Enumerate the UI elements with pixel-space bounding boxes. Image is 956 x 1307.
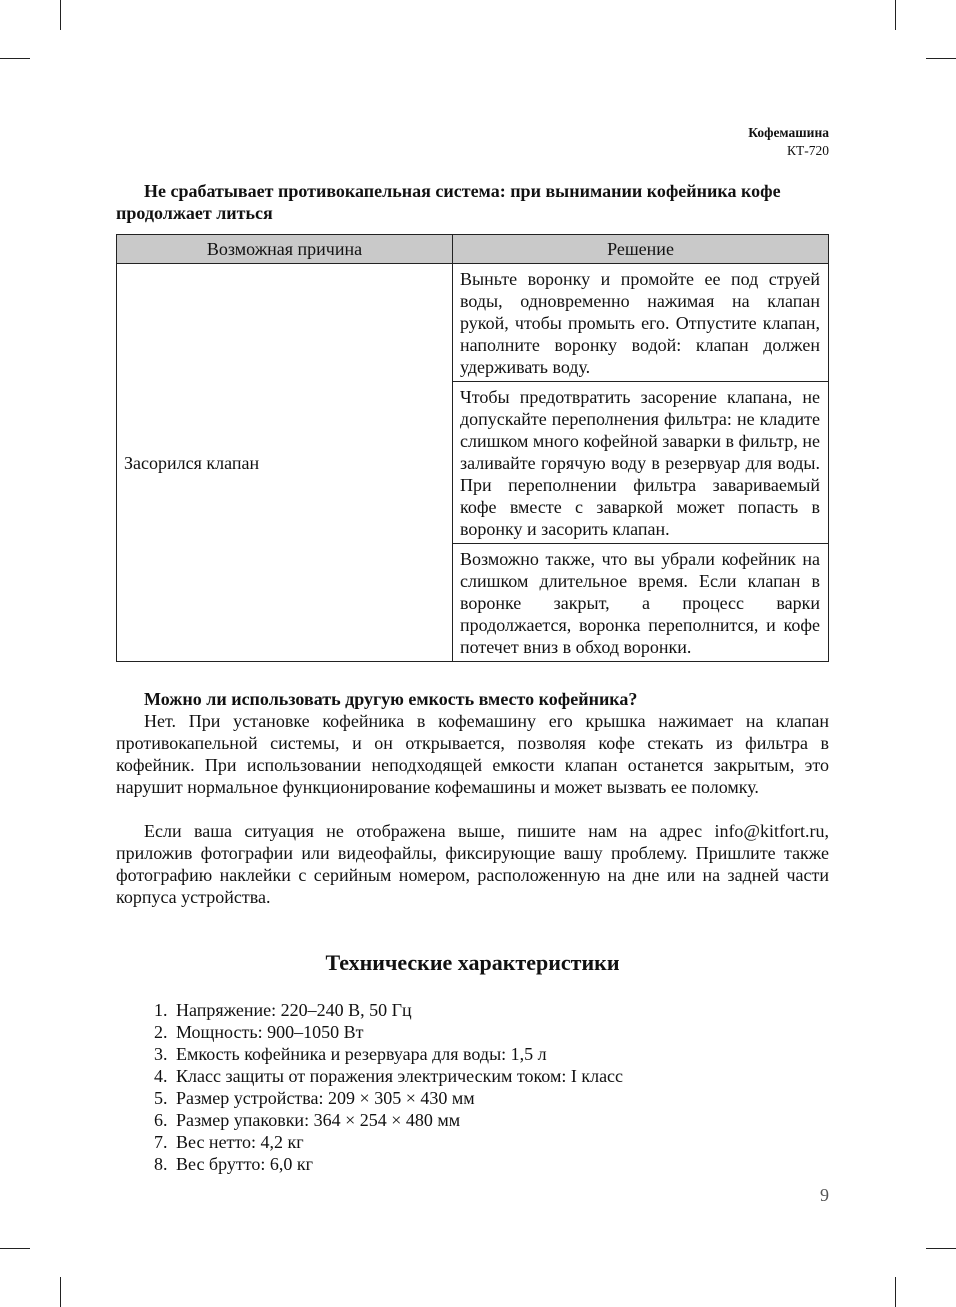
header-solution: Решение [453, 235, 829, 264]
table-header-row [117, 235, 829, 264]
faq-question: Можно ли использовать другую емкость вместо кофейника? [144, 689, 638, 709]
list-item: 8. Вес брутто: 6,0 кг [172, 1153, 829, 1175]
crop-mark [60, 1277, 61, 1307]
list-item: 2. Мощность: 900–1050 Вт [172, 1021, 829, 1043]
solution-cell: Выньте воронку и промойте ее под струей воды, одновременно нажимая на клапан рукой, чтобы промыть его. Отпустите клапан, наполните воронку водой: клапан должен удерживать воду. [453, 264, 829, 382]
solution-cell: Чтобы предотвратить засорение клапана, не допускайте переполнения фильтра: не кладите слишком много кофейной заварки в фильтр, не заливайте горячую воду в резервуар для воды. При переполнении фильтра завариваемый кофе вместе с заваркой может попасть в воронку и засорить клапан. [453, 382, 829, 544]
running-header [748, 124, 829, 160]
specs-title: Технические характеристики [325, 950, 620, 975]
page-number: 9 [820, 1185, 829, 1205]
contact-paragraph: Если ваша ситуация не отображена выше, пишите нам на адрес info@kitfort.ru, приложив фотографии или видеофайлы, фиксирующие вашу проблему. Пришлите также фотографию наклейки с серийным номером, расположенную на дне или на задней части корпуса устройства. [116, 821, 829, 907]
crop-mark [0, 58, 30, 59]
specs-list [116, 999, 829, 1175]
list-item: 7. Вес нетто: 4,2 кг [172, 1131, 829, 1153]
list-item: 6. Размер упаковки: 364 × 254 × 480 мм [172, 1109, 829, 1131]
list-item: 5. Размер устройства: 209 × 305 × 430 мм [172, 1087, 829, 1109]
crop-mark [60, 0, 61, 30]
header-product: Кофемашина [748, 125, 829, 140]
list-item: 3. Емкость кофейника и резервуара для воды: 1,5 л [172, 1043, 829, 1065]
header-model: КТ-720 [787, 143, 829, 158]
section-title: Не срабатывает противокапельная система: при вынимании кофейника кофе продолжает литься [116, 181, 781, 223]
crop-mark [895, 1277, 896, 1307]
faq-block [116, 688, 829, 798]
crop-mark [926, 1248, 956, 1249]
list-item: 1. Напряжение: 220–240 В, 50 Гц [172, 999, 829, 1021]
crop-mark [0, 1248, 30, 1249]
header-cause: Возможная причина [117, 235, 453, 264]
list-item: 4. Класс защиты от поражения электрическим током: I класс [172, 1065, 829, 1087]
page-content [116, 180, 829, 1175]
faq-answer: Нет. При установке кофейника в кофемашину его крышка нажимает на клапан противокапельной системы, и он открывается, позволяя кофе стекать из фильтра в кофейник. При использовании неподходящей емкости клапан останется закрытым, это нарушит нормальное функционирование кофемашины и может вызвать ее поломку. [116, 711, 829, 797]
crop-mark [926, 58, 956, 59]
troubleshooting-table [116, 234, 829, 662]
crop-mark [895, 0, 896, 30]
solution-cell: Возможно также, что вы убрали кофейник на слишком длительное время. Если клапан в воронке закрыт, а процесс варки продолжается, воронка переполнится, и кофе потечет вниз в обход воронки. [453, 544, 829, 662]
cause-cell: Засорился клапан [117, 264, 453, 662]
table-row [117, 264, 829, 382]
